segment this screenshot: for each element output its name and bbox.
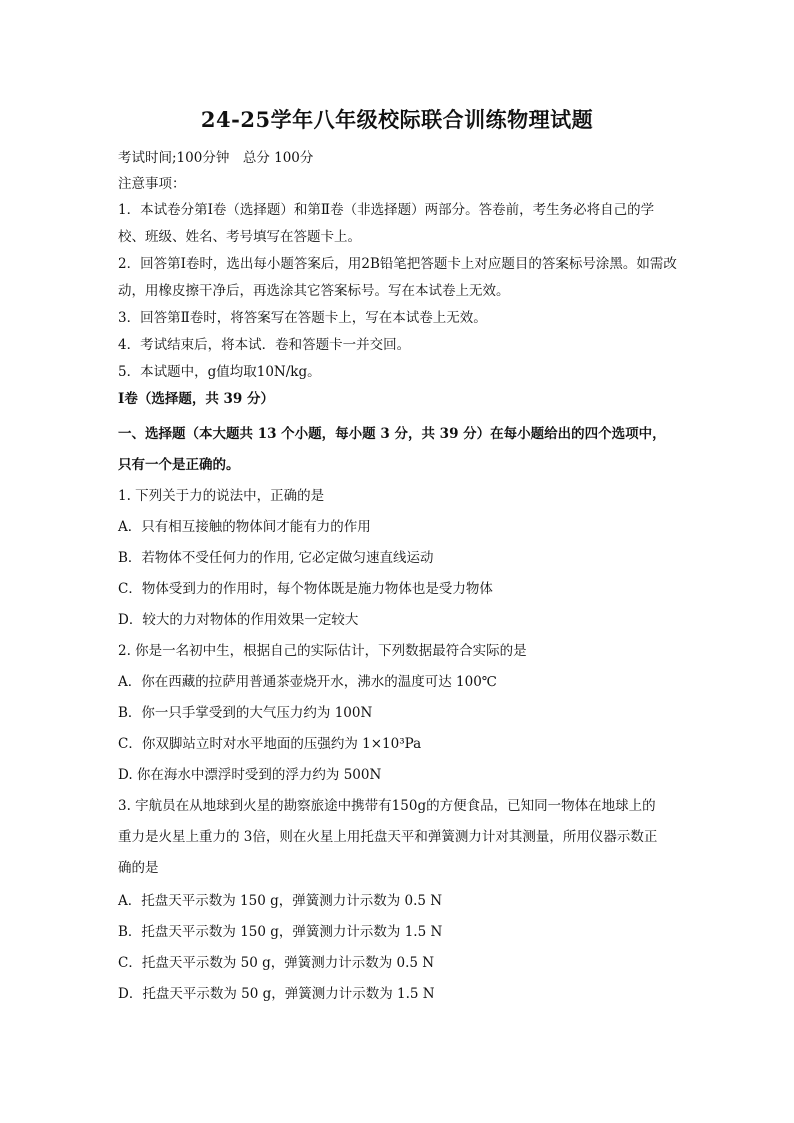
question-stem: 2. 你是一名初中生，根据自己的实际估计，下列数据最符合实际的是 bbox=[118, 643, 527, 659]
question-stem: 确的是 bbox=[118, 860, 159, 876]
answer-option: D. 你在海水中漂浮时受到的浮力约为 500N bbox=[118, 767, 382, 783]
section-heading: 一、选择题（本大题共 13 个小题，每小题 3 分，共 39 分）在每小题给出的四个选项中， bbox=[118, 426, 666, 442]
notice-line: 3．回答第Ⅱ卷时，将答案写在答题卡上，写在本试卷上无效。 bbox=[118, 310, 487, 326]
answer-option: B．你一只手掌受到的大气压力约为 100N bbox=[118, 705, 373, 721]
notice-line: 校、班级、姓名、考号填写在答题卡上。 bbox=[118, 229, 361, 245]
answer-option: D．较大的力对物体的作用效果一定较大 bbox=[118, 612, 359, 628]
answer-option: C．你双脚站立时对水平地面的压强约为 1×10³Pa bbox=[118, 736, 422, 752]
answer-option: B．托盘天平示数为 150 g，弹簧测力计示数为 1.5 N bbox=[118, 924, 443, 940]
section-heading: 只有一个是正确的。 bbox=[118, 457, 240, 473]
answer-option: A．你在西藏的拉萨用普通茶壶烧开水，沸水的温度可达 100℃ bbox=[118, 674, 497, 690]
answer-option: A．只有相互接触的物体间才能有力的作用 bbox=[118, 519, 371, 535]
answer-option: C．物体受到力的作用时，每个物体既是施力物体也是受力物体 bbox=[118, 581, 493, 597]
question-stem: 1. 下列关于力的说法中，正确的是 bbox=[118, 488, 325, 504]
question-stem: 3. 宇航员在从地球到火星的勘察旅途中携带有150g的方便食品，已知同一物体在地球上的 bbox=[118, 798, 656, 814]
exam-info: 考试时间;100分钟 总分 100分 bbox=[118, 150, 314, 166]
answer-option: D．托盘天平示数为 50 g，弹簧测力计示数为 1.5 N bbox=[118, 986, 435, 1002]
notice-line: 4．考试结束后，将本试．卷和答题卡一并交回。 bbox=[118, 337, 411, 353]
notice-line: 2．回答第Ⅰ卷时，选出每小题答案后，用2B铅笔把答题卡上对应题目的答案标号涂黑。如需改 bbox=[118, 256, 677, 272]
notice-line: 1．本试卷分第Ⅰ卷（选择题）和第Ⅱ卷（非选择题）两部分。答卷前，考生务必将自己的学 bbox=[118, 202, 655, 218]
page-title: 24-25学年八年级校际联合训练物理试题 bbox=[200, 107, 594, 132]
notice-heading: 注意事项： bbox=[118, 176, 186, 192]
question-stem: 重力是火星上重力的 3倍，则在火星上用托盘天平和弹簧测力计对其测量，所用仪器示数正 bbox=[118, 829, 658, 845]
answer-option: A．托盘天平示数为 150 g，弹簧测力计示数为 0.5 N bbox=[118, 893, 443, 909]
notice-line: 动，用橡皮擦干净后，再选涂其它答案标号。写在本试卷上无效。 bbox=[118, 283, 510, 299]
notice-line: 5．本试题中，g值均取10N/kg。 bbox=[118, 364, 321, 380]
part-heading: Ⅰ卷（选择题，共 39 分） bbox=[118, 391, 275, 407]
answer-option: C．托盘天平示数为 50 g，弹簧测力计示数为 0.5 N bbox=[118, 955, 435, 971]
answer-option: B．若物体不受任何力的作用, 它必定做匀速直线运动 bbox=[118, 550, 434, 566]
